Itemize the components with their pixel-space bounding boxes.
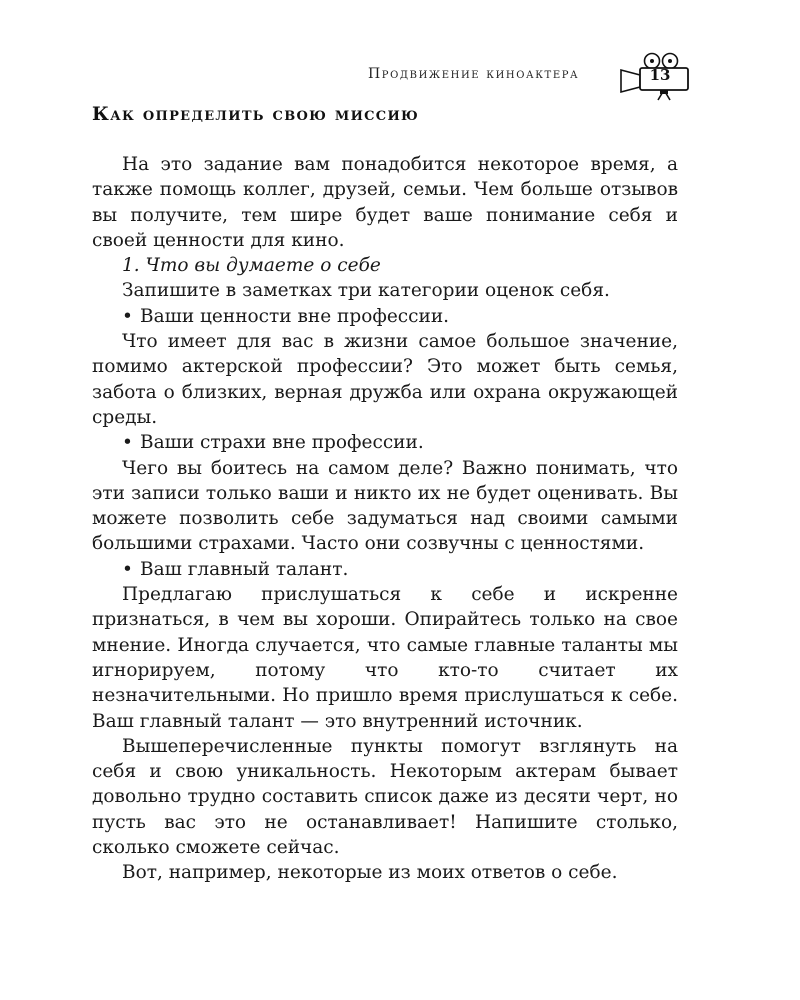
bullet-icon: • <box>122 305 133 327</box>
chapter-title: Как определить свою миссию <box>92 104 420 125</box>
paragraph-fears: Чего вы боитесь на самом деле? Важно понимать, что эти записи только ваши и никто их не будет оценивать. Вы можете позволить себе задуматься над своими самыми большими страхами. Часто они созвучны с ценностями. <box>92 457 678 555</box>
paragraph-closing: Вот, например, некоторые из моих ответов о себе. <box>122 862 618 884</box>
bullet-icon: • <box>122 432 133 454</box>
page-number: 13 <box>649 66 671 84</box>
subheading-about-self: 1. Что вы думаете о себе <box>122 255 381 277</box>
bullet-item-values <box>92 304 678 329</box>
paragraph-values: Что имеет для вас в жизни самое большое значение, помимо актерской профессии? Это может быть семья, забота о близких, верная дружба или охрана окружающей среды. <box>92 331 678 428</box>
bullet-text: Ваши страхи вне профессии. <box>140 432 424 454</box>
paragraph-instruction: Запишите в заметках три категории оценок себя. <box>122 280 610 302</box>
bullet-text: Ваш главный талант. <box>140 558 349 580</box>
bullet-text: Ваши ценности вне профессии. <box>140 305 450 327</box>
paragraph-summary: Вышеперечисленные пункты помогут взглянуть на себя и свою уникальность. Некоторым актерам бывает довольно трудно составить список даже из десяти черт, но пусть вас это не останавливает! Напишите столько, сколько сможете сейчас. <box>92 735 678 859</box>
paragraph-talent: Предлагаю прислушаться к себе и искренне признаться, в чем вы хороши. Опирайтесь только на свое мнение. Иногда случается, что самые главные таланты мы игнорируем, потому что кто-то считает их незначительными. Но пришло время прислушаться к себе. Ваш главный талант — это внутренний источник. <box>92 584 678 732</box>
running-title: Продвижение киноактера <box>368 66 580 82</box>
body-text <box>92 152 678 886</box>
paragraph-intro: На это задание вам понадобится некоторое время, а также помощь коллег, друзей, семьи. Чем больше отзывов вы получите, тем шире будет ваше понимание себя и своей ценности для кино. <box>92 154 678 251</box>
bullet-item-talent <box>92 557 678 582</box>
bullet-icon: • <box>122 558 133 580</box>
bullet-item-fears <box>92 430 678 455</box>
